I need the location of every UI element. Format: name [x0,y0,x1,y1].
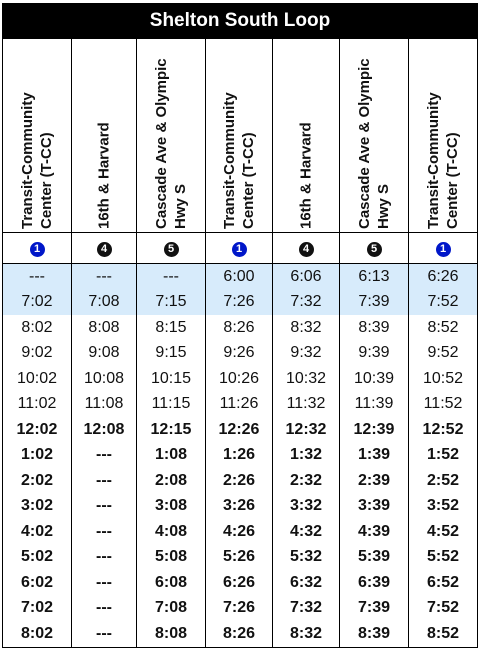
time-cell: 6:52 [409,570,478,596]
time-cell: 12:32 [273,417,340,443]
time-cell: 11:02 [3,392,72,418]
time-cell: 7:32 [273,596,340,622]
table-row [3,494,478,520]
time-cell: 9:02 [3,341,72,367]
schedule-title: Shelton South Loop [3,4,478,39]
time-cell: 4:02 [3,519,72,545]
time-cell: 2:26 [206,468,273,494]
stop-header [206,39,273,233]
time-cell: 1:08 [137,443,206,469]
time-cell: 10:08 [72,366,137,392]
stop-number-badge: 1 [232,242,247,257]
time-cell: 11:39 [340,392,409,418]
stop-badge-cell [340,233,409,264]
time-cell: 7:39 [340,596,409,622]
stop-header [409,39,478,233]
time-cell: 12:52 [409,417,478,443]
table-row [3,545,478,571]
stop-name: Cascade Ave & Olympic Hwy S [356,57,392,229]
time-cell: 3:32 [273,494,340,520]
table-row [3,290,478,316]
time-cell: --- [72,468,137,494]
time-cell: --- [72,545,137,571]
table-row [3,366,478,392]
time-cell: 4:08 [137,519,206,545]
time-cell: --- [72,264,137,290]
time-cell: 10:02 [3,366,72,392]
time-cell: 10:32 [273,366,340,392]
time-cell: 8:32 [273,621,340,647]
time-cell: 7:02 [3,596,72,622]
table-row [3,417,478,443]
stop-number-badge: 4 [299,242,314,257]
table-row [3,392,478,418]
time-cell: 12:26 [206,417,273,443]
stop-badge-cell [206,233,273,264]
time-cell: 7:26 [206,596,273,622]
time-cell: 2:52 [409,468,478,494]
time-cell: 7:15 [137,290,206,316]
time-cell: 12:39 [340,417,409,443]
time-cell: 6:06 [273,264,340,290]
time-cell: 11:08 [72,392,137,418]
table-row [3,596,478,622]
time-cell: 9:39 [340,341,409,367]
time-cell: 8:02 [3,621,72,647]
time-cell: 8:08 [72,315,137,341]
time-cell: 10:39 [340,366,409,392]
time-cell: --- [3,264,72,290]
time-cell: 5:39 [340,545,409,571]
time-cell: 2:32 [273,468,340,494]
table-row [3,341,478,367]
time-cell: 11:26 [206,392,273,418]
time-cell: --- [72,519,137,545]
time-cell: 5:26 [206,545,273,571]
time-cell: 11:32 [273,392,340,418]
time-cell: 3:52 [409,494,478,520]
time-cell: 4:39 [340,519,409,545]
stop-number-badge: 5 [164,242,179,257]
time-cell: 1:39 [340,443,409,469]
stop-badge-cell [273,233,340,264]
stop-badge-cell [409,233,478,264]
time-cell: 8:52 [409,315,478,341]
time-cell: 11:52 [409,392,478,418]
stop-number-badge: 1 [436,242,451,257]
stop-header [3,39,72,233]
time-cell: 9:52 [409,341,478,367]
time-cell: 8:08 [137,621,206,647]
stop-name: 16th & Harvard [95,121,113,229]
stop-header [72,39,137,233]
stop-badge-row [3,233,478,264]
stop-header [137,39,206,233]
schedule-times [3,264,478,648]
time-cell: 2:08 [137,468,206,494]
time-cell: 12:08 [72,417,137,443]
time-cell: 7:08 [72,290,137,316]
time-cell: 8:26 [206,621,273,647]
time-cell: 3:08 [137,494,206,520]
time-cell: 6:26 [409,264,478,290]
time-cell: 3:26 [206,494,273,520]
stop-header [273,39,340,233]
time-cell: 9:32 [273,341,340,367]
time-cell: 8:26 [206,315,273,341]
table-row [3,264,478,290]
time-cell: 10:15 [137,366,206,392]
time-cell: 8:39 [340,621,409,647]
stop-number-badge: 1 [30,242,45,257]
time-cell: 5:52 [409,545,478,571]
stop-badge-cell [72,233,137,264]
time-cell: 9:15 [137,341,206,367]
time-cell: 5:02 [3,545,72,571]
time-cell: 12:15 [137,417,206,443]
time-cell: 6:26 [206,570,273,596]
table-row [3,621,478,647]
time-cell: 11:15 [137,392,206,418]
time-cell: 1:32 [273,443,340,469]
time-cell: 8:39 [340,315,409,341]
time-cell: 9:08 [72,341,137,367]
time-cell: 6:32 [273,570,340,596]
time-cell: 3:02 [3,494,72,520]
time-cell: 8:02 [3,315,72,341]
time-cell: 1:52 [409,443,478,469]
table-row [3,570,478,596]
stop-name: Cascade Ave & Olympic Hwy S [153,57,189,229]
time-cell: 7:52 [409,596,478,622]
time-cell: 12:02 [3,417,72,443]
stop-number-badge: 4 [97,242,112,257]
time-cell: 7:52 [409,290,478,316]
time-cell: 8:32 [273,315,340,341]
stop-name: 16th & Harvard [297,121,315,229]
time-cell: 2:39 [340,468,409,494]
time-cell: 4:52 [409,519,478,545]
stop-name: Transit-Community Center (T-CC) [425,91,461,229]
time-cell: 6:00 [206,264,273,290]
time-cell: 7:02 [3,290,72,316]
time-cell: --- [72,443,137,469]
stop-name-row [3,39,478,233]
time-cell: --- [72,570,137,596]
time-cell: 7:08 [137,596,206,622]
time-cell: 7:39 [340,290,409,316]
time-cell: 3:39 [340,494,409,520]
table-row [3,443,478,469]
stop-badge-cell [137,233,206,264]
stop-name: Transit-Community Center (T-CC) [221,91,257,229]
stop-header [340,39,409,233]
stop-badge-cell [3,233,72,264]
table-row [3,468,478,494]
time-cell: --- [137,264,206,290]
time-cell: 10:52 [409,366,478,392]
time-cell: 7:32 [273,290,340,316]
time-cell: 10:26 [206,366,273,392]
time-cell: 2:02 [3,468,72,494]
time-cell: 8:15 [137,315,206,341]
time-cell: 5:08 [137,545,206,571]
table-row [3,519,478,545]
time-cell: 6:39 [340,570,409,596]
time-cell: 5:32 [273,545,340,571]
time-cell: 1:02 [3,443,72,469]
time-cell: --- [72,596,137,622]
table-row [3,315,478,341]
time-cell: --- [72,494,137,520]
time-cell: 6:02 [3,570,72,596]
time-cell: 4:32 [273,519,340,545]
stop-number-badge: 5 [367,242,382,257]
schedule-container [2,3,477,648]
time-cell: 1:26 [206,443,273,469]
time-cell: 6:13 [340,264,409,290]
time-cell: 8:52 [409,621,478,647]
time-cell: 4:26 [206,519,273,545]
time-cell: 9:26 [206,341,273,367]
time-cell: 7:26 [206,290,273,316]
schedule-table [2,3,478,648]
time-cell: 6:08 [137,570,206,596]
stop-name: Transit-Community Center (T-CC) [19,91,55,229]
time-cell: --- [72,621,137,647]
